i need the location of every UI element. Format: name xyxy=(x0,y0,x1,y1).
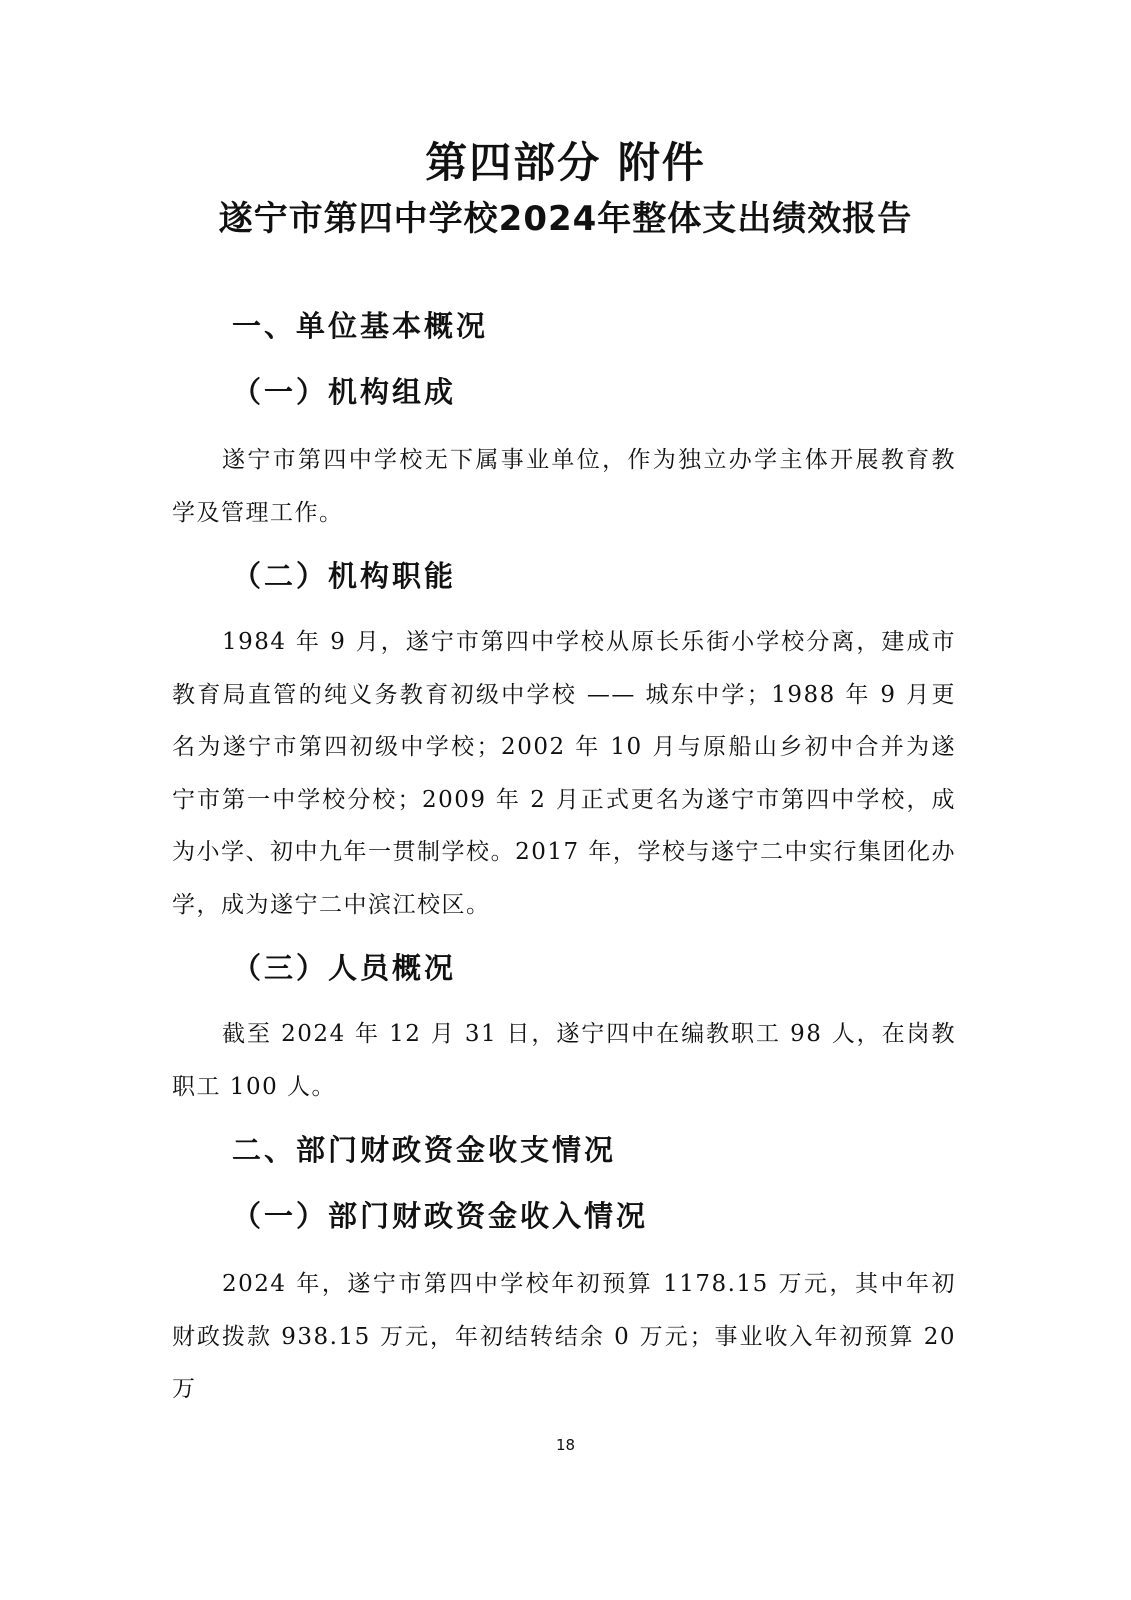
subsection-heading-income: （一）部门财政资金收入情况 xyxy=(232,1199,649,1233)
subsection-heading-personnel: （三）人员概况 xyxy=(232,951,457,985)
page-number: 18 xyxy=(555,1436,576,1454)
report-title: 遂宁市第四中学校2024年整体支出绩效报告 xyxy=(218,199,913,239)
page-title: 第四部分 附件 xyxy=(425,138,706,187)
section-heading-unit-overview: 一、单位基本概况 xyxy=(232,309,489,343)
subsection-heading-organization: （一）机构组成 xyxy=(232,375,457,409)
subsection-heading-functions: （二）机构职能 xyxy=(232,559,457,593)
paragraph-functions: 1984 年 9 月，遂宁市第四中学校从原长乐街小学校分离，建成市教育局直管的纯义务教育初级中学校 —— 城东中学；1988 年 9 月更名为遂宁市第四初级中学校；2002 年 10 月与原船山乡初中合并为遂宁市第一中学校分校；2009 年 2 月正式更名为遂宁市第四中学校，成为小学、初中九年一贯制学校。2017 年，学校与遂宁二中实行集团化办学，成为遂宁二中滨江校区。 xyxy=(172,629,956,918)
paragraph-personnel: 截至 2024 年 12 月 31 日，遂宁四中在编教职工 98 人，在岗教职工 100 人。 xyxy=(172,1021,956,1100)
paragraph-organization: 遂宁市第四中学校无下属事业单位，作为独立办学主体开展教育教学及管理工作。 xyxy=(172,447,956,526)
section-heading-finance: 二、部门财政资金收支情况 xyxy=(232,1133,617,1167)
paragraph-income: 2024 年，遂宁市第四中学校年初预算 1178.15 万元，其中年初财政拨款 938.15 万元，年初结转结余 0 万元；事业收入年初预算 20 万 xyxy=(172,1271,956,1402)
